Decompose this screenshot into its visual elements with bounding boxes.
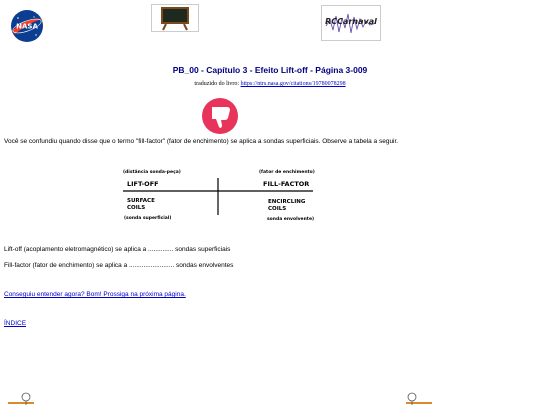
exercise-line-2: Fill-factor (fator de enchimento) se aplica a ......................... sondas envolventes [4, 262, 234, 269]
source-prefix: traduzido do livro: [194, 81, 241, 87]
stick-figure-icon [404, 391, 436, 405]
left-caption-top: (distância sonda-peça) [123, 170, 181, 175]
left-item-1: SURFACE [127, 198, 155, 204]
index-link[interactable]: ÍNDICE [4, 320, 27, 327]
intro-text: Você se confundiu quando disse que o termo "fill-factor" (fator de enchimento) se aplica a sondas superficiais. Observe a tabela a seguir. [4, 138, 399, 145]
left-caption-bottom: (sonda superficial) [124, 216, 172, 221]
right-item-1: ENCIRCLING [268, 199, 306, 205]
left-head: LIFT-OFF [127, 180, 159, 188]
right-caption-bottom: sonda envolvente) [267, 217, 315, 222]
stick-figure-icon [4, 391, 36, 405]
page-title: PB_00 - Capítulo 3 - Efeito Lift-off - Página 3-009 [172, 65, 368, 75]
nasa-logo [9, 9, 45, 43]
comparison-table-figure [118, 163, 318, 225]
right-head: FILL-FACTOR [263, 180, 310, 188]
right-caption-top: (fator de enchimento) [259, 170, 315, 175]
chalkboard-icon [151, 4, 199, 32]
right-item-2: COILS [268, 206, 287, 212]
next-page-link[interactable]: Conseguiu entender agora? Bom! Prossiga na próxima página. [4, 291, 186, 298]
source-link[interactable]: https://ntrs.nasa.gov/citations/19780078298 [240, 81, 346, 87]
source-note [0, 81, 540, 87]
exercise-line-1: Lift-off (acoplamento eletromagnético) se aplica a .............. sondas superficiais [4, 246, 231, 253]
nasa-logo-text: NASA [16, 22, 38, 31]
thumbs-down-icon [201, 97, 239, 135]
rc-carnaval-logo [321, 5, 381, 41]
left-item-2: COILS [127, 205, 146, 211]
rc-logo-text: RCCarnaval [325, 17, 377, 26]
